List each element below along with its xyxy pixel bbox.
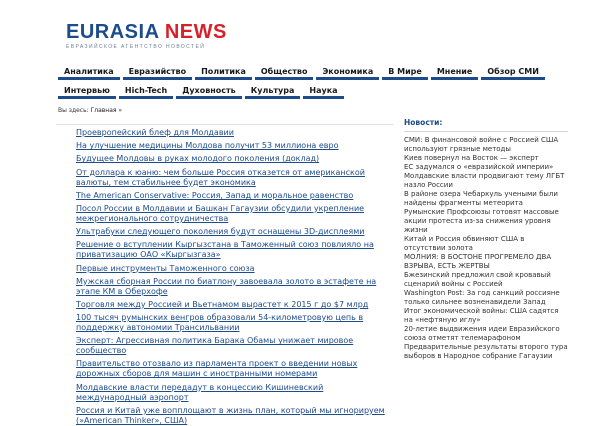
nav-item-hitech[interactable]: Hich-Tech [119, 82, 173, 99]
logo-news-text: NEWS [164, 21, 227, 43]
article-link[interactable]: Решение о вступлении Кыргызстана в Таможенный союз повлияло на приватизацию ОАО «Кыргызгаза» [76, 240, 374, 260]
news-sidebar [404, 118, 568, 400]
breadcrumb-home-link[interactable]: Главная [90, 107, 117, 114]
article-link[interactable]: Торговля между Россией и Вьетнамом вырастет к 2015 г до $7 млрд [76, 299, 369, 309]
nav-item-eurasianism[interactable]: Евразийство [123, 63, 192, 80]
news-item[interactable]: Бжезинский предложил свой кровавый сценарий войны с Россией [404, 271, 551, 288]
news-item[interactable]: 20-летие выдвижения идеи Евразийского союза отметят телемарафоном [404, 325, 560, 342]
article-link[interactable]: Ультрабуки следующего поколения будут оснащены 3D-дисплеями [76, 227, 365, 237]
article-link[interactable]: Молдавские власти передадут в концессию Кишиневский международный аэропорт [76, 382, 324, 402]
main-nav-row-2 [58, 82, 347, 106]
nav-item-science[interactable]: Наука [303, 82, 343, 99]
article-link[interactable]: Эксперт: Агрессивная политика Барака Обамы унижает мировое сообщество [76, 336, 354, 356]
nav-item-world[interactable]: В Мире [382, 63, 428, 80]
breadcrumb-prefix: Вы здесь: [58, 107, 89, 114]
sidebar-title: Новости: [404, 118, 568, 132]
article-link[interactable]: Проевропейский блеф для Молдавии [76, 128, 234, 137]
logo-subtitle: ЕВРАЗИЙСКОЕ АГЕНТСТВО НОВОСТЕЙ [66, 44, 206, 50]
nav-item-society[interactable]: Общество [255, 63, 314, 80]
article-link[interactable]: Будущее Молдовы в руках молодого поколения (доклад) [76, 154, 320, 164]
logo-eurasia-text: EURASIA [66, 21, 159, 43]
article-link[interactable]: Россия и Китай уже вопплощают в жизнь план, который мы игнорируем (»American Thinker», США) [76, 405, 385, 425]
article-link[interactable]: На улучшение медицины Молдова получит 53 миллиона евро [76, 141, 339, 151]
news-list [404, 136, 568, 361]
nav-item-politics[interactable]: Политика [195, 63, 252, 80]
nav-item-culture[interactable]: Культура [245, 82, 301, 99]
article-list-panel [56, 124, 394, 425]
news-item[interactable]: Китай и Россия обвиняют США в отсутствии золота [404, 235, 525, 252]
nav-item-analytics[interactable]: Аналитика [58, 63, 120, 80]
news-item[interactable]: Предварительные результаты второго тура выборов в Народное собрание Гагаузии [404, 343, 568, 360]
news-item[interactable]: ЕС задумался о «евразийской империи» [404, 163, 554, 171]
news-item[interactable]: Молдавские власти продвигают тему ЛГБТ назло России [404, 172, 565, 189]
news-item[interactable]: МОЛНИЯ: В БОСТОНЕ ПРОГРЕМЕЛО ДВА ВЗРЫВА, ЕСТЬ ЖЕРТВЫ [404, 253, 552, 270]
article-list [56, 125, 394, 426]
news-item[interactable]: СМИ: В финансовой войне с Россией США используют грязные методы [404, 136, 559, 153]
news-item[interactable]: Киев повернул на Восток — эксперт [404, 154, 539, 162]
breadcrumb [58, 107, 122, 114]
article-link[interactable]: Посол России в Молдавии и Башкан Гагаузии обсудили укрепление межрегионального сотрудничества [76, 203, 365, 223]
news-item[interactable]: В районе озера Чебаркуль учеными были найдены фрагменты метеорита [404, 190, 558, 207]
article-link[interactable]: 100 тысяч румынских венгров образовали 54-километровую цепь в поддержку автономии Трансильвании [76, 313, 364, 333]
nav-item-media-review[interactable]: Обзор СМИ [481, 63, 545, 80]
article-link[interactable]: Мужская сборная России по биатлону завоевала золото в эстафете на этапе КМ в Оберхофе [76, 276, 377, 296]
nav-item-economy[interactable]: Экономика [316, 63, 379, 80]
news-item[interactable]: Итог экономической войны: США садятся на «нефтяную иглу» [404, 307, 559, 324]
news-item[interactable]: Румынские Профсоюзы готовят массовые акции протеста из-за снижения уровня жизни [404, 208, 559, 234]
site-logo[interactable] [66, 22, 227, 50]
nav-item-interview[interactable]: Интервью [58, 82, 116, 99]
article-link[interactable]: The American Conservative: Россия, Запад и моральное равенство [76, 190, 354, 200]
nav-item-spirituality[interactable]: Духовность [176, 82, 242, 99]
breadcrumb-separator: » [118, 107, 123, 114]
nav-item-opinion[interactable]: Мнение [431, 63, 478, 80]
article-link[interactable]: От доллара к юаню: чем больше Россия отказется от американской валюты, тем стабильнее будет экономика [76, 167, 365, 187]
article-link[interactable]: Первые инструменты Таможенного союза [76, 263, 255, 273]
article-link[interactable]: Правительство отозвало из парламента проект о введении новых дорожных сборов для машин с иностранными номерами [76, 359, 358, 379]
logo-wordmark [66, 22, 227, 42]
news-item[interactable]: Washington Post: За год санкций россияне только сильнее возненавидели Запад [404, 289, 560, 306]
